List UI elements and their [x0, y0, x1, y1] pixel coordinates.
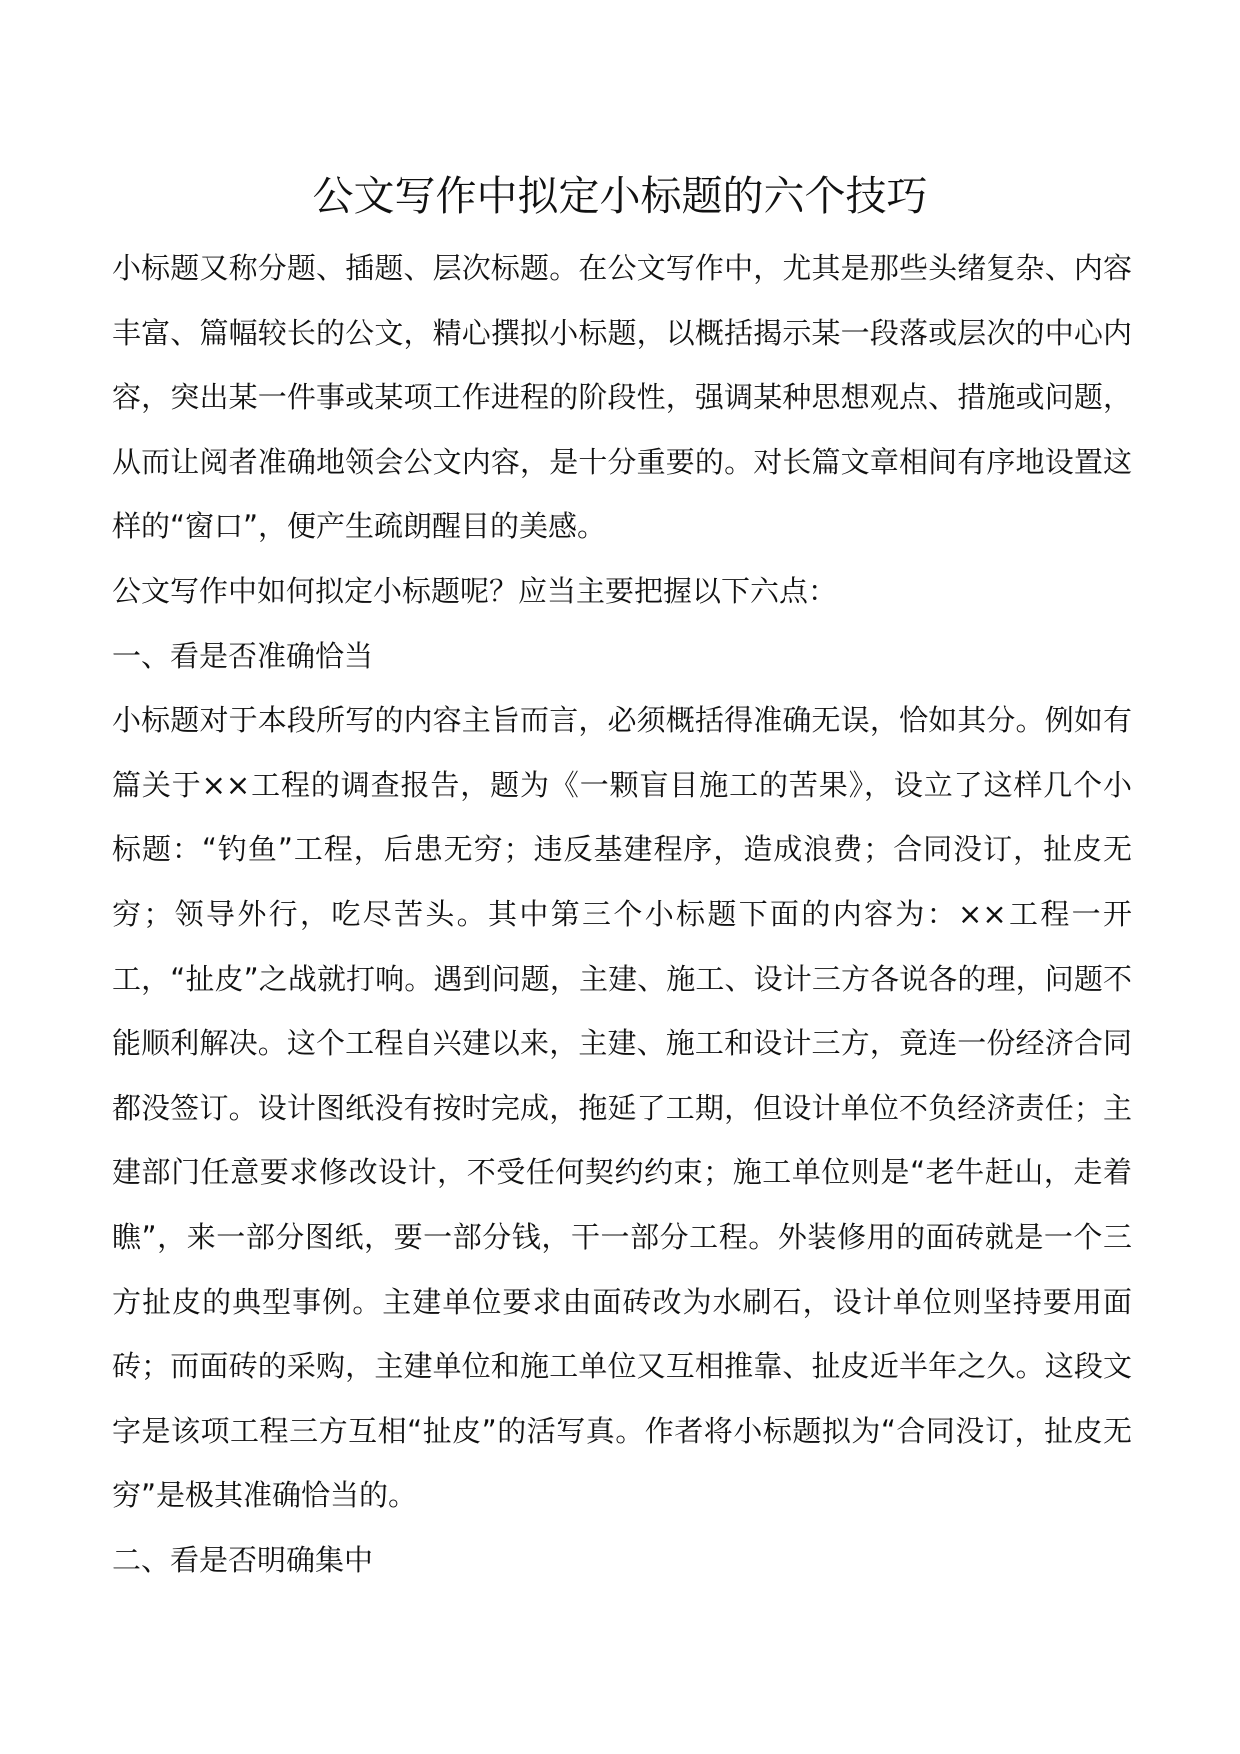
paragraph-question: 公文写作中如何拟定小标题呢？应当主要把握以下六点：	[112, 573, 838, 608]
document-title: 公文写作中拟定小标题的六个技巧	[312, 172, 928, 220]
section-heading-2: 二、看是否明确集中	[112, 1542, 374, 1577]
document-body	[112, 236, 1132, 1592]
paragraph-section-1: 小标题对于本段所写的内容主旨而言，必须概括得准确无误，恰如其分。例如有篇关于××工程的调查报告，题为《一颗盲目施工的苦果》，设立了这样几个小标题：“钓鱼”工程，后患无穷；违反基建程序，造成浪费；合同没订，扯皮无穷；领导外行，吃尽苦头。其中第三个小标题下面的内容为：××工程一开工，“扯皮”之战就打响。遇到问题，主建、施工、设计三方各说各的理，问题不能顺利解决。这个工程自兴建以来，主建、施工和设计三方，竟连一份经济合同都没签订。设计图纸没有按时完成，拖延了工期，但设计单位不负经济责任；主建部门任意要求修改设计，不受任何契约约束；施工单位则是“老牛赶山，走着瞧”，来一部分图纸，要一部分钱，干一部分工程。外装修用的面砖就是一个三方扯皮的典型事例。主建单位要求由面砖改为水刷石，设计单位则坚持要用面砖；而面砖的采购，主建单位和施工单位又互相推靠、扯皮近半年之久。这段文字是该项工程三方互相“扯皮”的活写真。作者将小标题拟为“合同没订，扯皮无穷”是极其准确恰当的。	[112, 703, 1132, 1513]
paragraph-intro: 小标题又称分题、插题、层次标题。在公文写作中，尤其是那些头绪复杂、内容丰富、篇幅较长的公文，精心撰拟小标题，以概括揭示某一段落或层次的中心内容，突出某一件事或某项工作进程的阶段性，强调某种思想观点、措施或问题，从而让阅者准确地领会公文内容，是十分重要的。对长篇文章相间有序地设置这样的“窗口”，便产生疏朗醒目的美感。	[112, 251, 1132, 544]
section-heading-1: 一、看是否准确恰当	[112, 638, 374, 673]
